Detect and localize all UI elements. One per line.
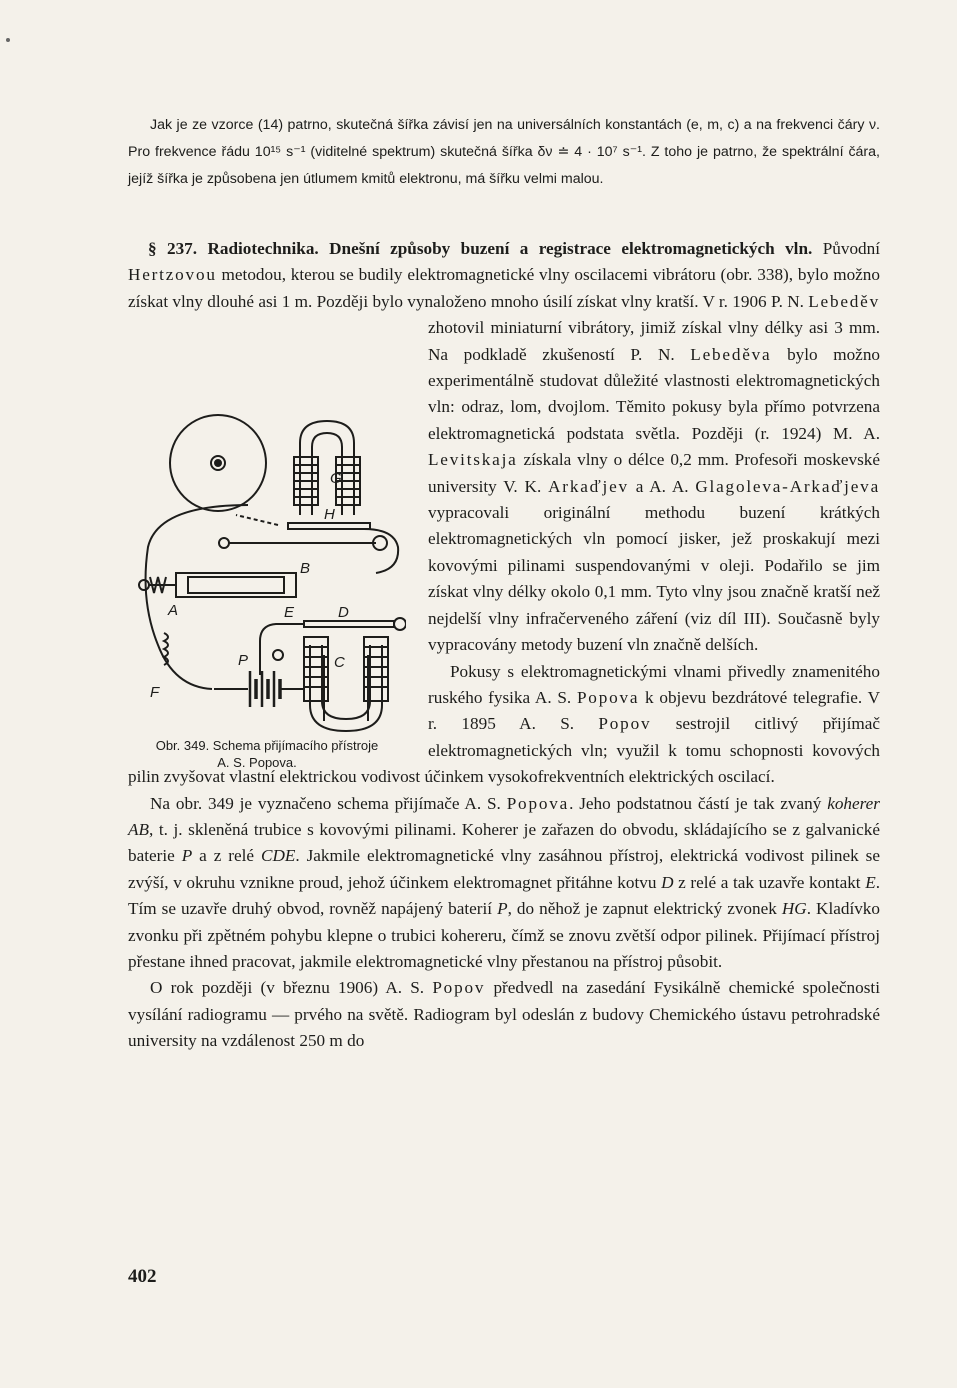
person-name: Levitskaja: [428, 450, 518, 470]
bell-magnet: [300, 421, 354, 515]
intro-text: [128, 112, 880, 193]
label-c: C: [334, 654, 345, 672]
label-d: D: [338, 604, 349, 622]
text-run: metodou, kterou se budily elektromagnetické vlny oscilacemi vibrátoru (obr. 338), bylo možno získat vlny dlouhé asi 1 m. Později bylo vynaloženo mnoho úsilí získat vlny kratší. V r. 1906 P. N.: [128, 265, 880, 311]
text-run: sestrojil citlivý přijímač elektromagnetických vln; využil k tomu schopnosti kovových pilin zvyšovat vlastní elektrickou vodivost účinkem vysokofrekventních elektrických oscilací.: [128, 714, 880, 787]
text-run: a A. A.: [628, 476, 696, 496]
text-run: Původní: [812, 239, 881, 258]
person-name: Popov: [598, 714, 652, 734]
main-text: [128, 236, 880, 1055]
relay-armature: [304, 621, 394, 627]
text-run: k objevu bezdrátové telegrafie. V r. 1895 A. S.: [428, 687, 880, 734]
text-run: . Jakmile elektromagnetické vlny zasáhnou přístroj, elektrická vodivost pilinek se zvýší, v okruhu vznikne proud, jehož účinkem elektromagnet přitáhne kotvu: [128, 846, 880, 892]
intro-paragraph: Jak je ze vzorce (14) patrno, skutečná šířka závisí jen na universálních konstantách (e, m, c) a na frekvenci čáry ν. Pro frekvence řádu 10¹⁵ s⁻¹ (viditelné spektrum) skutečná šířka δν ≐ 4 · 10⁷ s⁻¹. Z toho je patrno, že spektrální čára, jejíž šířka je způsobena jen útlumem kmitů elektronu, má šířku velmi malou.: [128, 117, 880, 187]
page-mark: [6, 38, 10, 42]
text-run: . Jeho podstatnou částí je tak zvaný: [569, 793, 828, 813]
symbol: P: [181, 846, 193, 866]
paragraph-receiver-description: [128, 791, 880, 976]
text-run: O rok později (v březnu 1906) A. S.: [150, 978, 433, 998]
symbol: HG: [781, 899, 807, 919]
text-run: zhotovil miniaturní vibrátory, jimiž získal vlny délky asi 3 mm. Na podkladě zkušeností P. N.: [428, 318, 880, 364]
symbol: CDE: [260, 846, 296, 866]
person-name: Popova: [576, 687, 640, 707]
text-run: předvedl na zasedání Fysikálně chemické společnosti vysílání radiogramu — prvého na světě. Radiogram byl odeslán z budovy Chemického ústavu petrohradské university na vzdálenost 250 m do: [128, 978, 880, 1051]
text-run: . Kladívko zvonku při zpětném pohybu klepne o trubici kohereru, čímž se znovu zvětší odpor pilinek. Přijímací přístroj přestane ihned pracovat, jakmile elektromagnetické vlny přestanou na přístroj působit.: [128, 899, 880, 971]
text-run: z relé a tak uzavře kontakt: [673, 872, 866, 892]
text-run: , do něhož je zapnut elektrický zvonek: [507, 899, 782, 919]
text-run: získala vlny o délce 0,2 mm. Profesoři moskevské university V. K.: [428, 450, 880, 496]
label-a: A: [168, 602, 179, 620]
text-run: Pokusy s elektromagnetickými vlnami přivedly znamenitého ruského fysika A. S.: [428, 661, 880, 707]
bell-hammer: [288, 523, 370, 529]
symbol: P: [497, 899, 508, 919]
label-h: H: [324, 506, 335, 524]
page-number: 402: [128, 1266, 157, 1287]
person-name: Popov: [432, 978, 486, 998]
symbol: D: [661, 872, 674, 892]
paragraph-radiogram: [128, 975, 880, 1054]
text-run: a z relé: [192, 846, 261, 866]
section-heading: Radiotechnika. Dnešní způsoby buzení a registrace elektromagnetických vln.: [207, 239, 813, 258]
text-run: . Tím se uzavře druhý obvod, rovněž napájený baterií: [128, 872, 880, 919]
section-number: § 237.: [148, 239, 198, 258]
person-name: Lebeděva: [690, 344, 772, 364]
label-f: F: [150, 684, 160, 702]
label-p: P: [238, 652, 249, 670]
label-g: G: [330, 470, 342, 488]
person-name: Hertzovou: [128, 265, 217, 285]
text-run: bylo možno experimentálně studovat důležité vlastnosti elektromagnetických vln: odraz, lom, dvojlom. Těmito pokusy byla přímo potvrzena elektromagnetická podstata světla. Později (r. 1924) M. A.: [428, 344, 881, 443]
label-e: E: [284, 604, 295, 622]
figure-349: [128, 315, 406, 771]
person-name: Lebeděv: [808, 291, 880, 311]
relay-contact: [260, 624, 304, 675]
person-name: Glagoleva-Arkaďjeva: [695, 476, 880, 496]
term-coherer: koherer AB: [128, 793, 880, 839]
text-run: , t. j. skleněná trubice s kovovými pilinami. Koherer je zařazen do obvodu, skládajícího se z galvanické baterie: [128, 819, 880, 866]
person-name: Popova: [506, 793, 570, 813]
figure-caption: Obr. 349. Schema přijímacího přístroje A. S. Popova.: [155, 738, 379, 771]
symbol: E: [865, 872, 876, 892]
person-name: Arkaďjev: [548, 476, 629, 496]
text-run: vypracovali originální methodu buzení krátkých elektromagnetických vln pomocí jisker, jež proskakují mezi kovovými pilinami suspendovanými v oleji. Podařilo se jim získat vlny délky okolo 0,1 mm. Tyto vlny jsou značně kratší než nejdelší vlny infračerveného záření (viz díl III). Současně byly vypracovány metody buzení vln značně delších.: [428, 503, 880, 655]
label-b: B: [300, 560, 311, 578]
text-run: Na obr. 349 je vyznačeno schema přijímače A. S.: [150, 793, 507, 813]
receiver-schematic: [128, 315, 406, 735]
